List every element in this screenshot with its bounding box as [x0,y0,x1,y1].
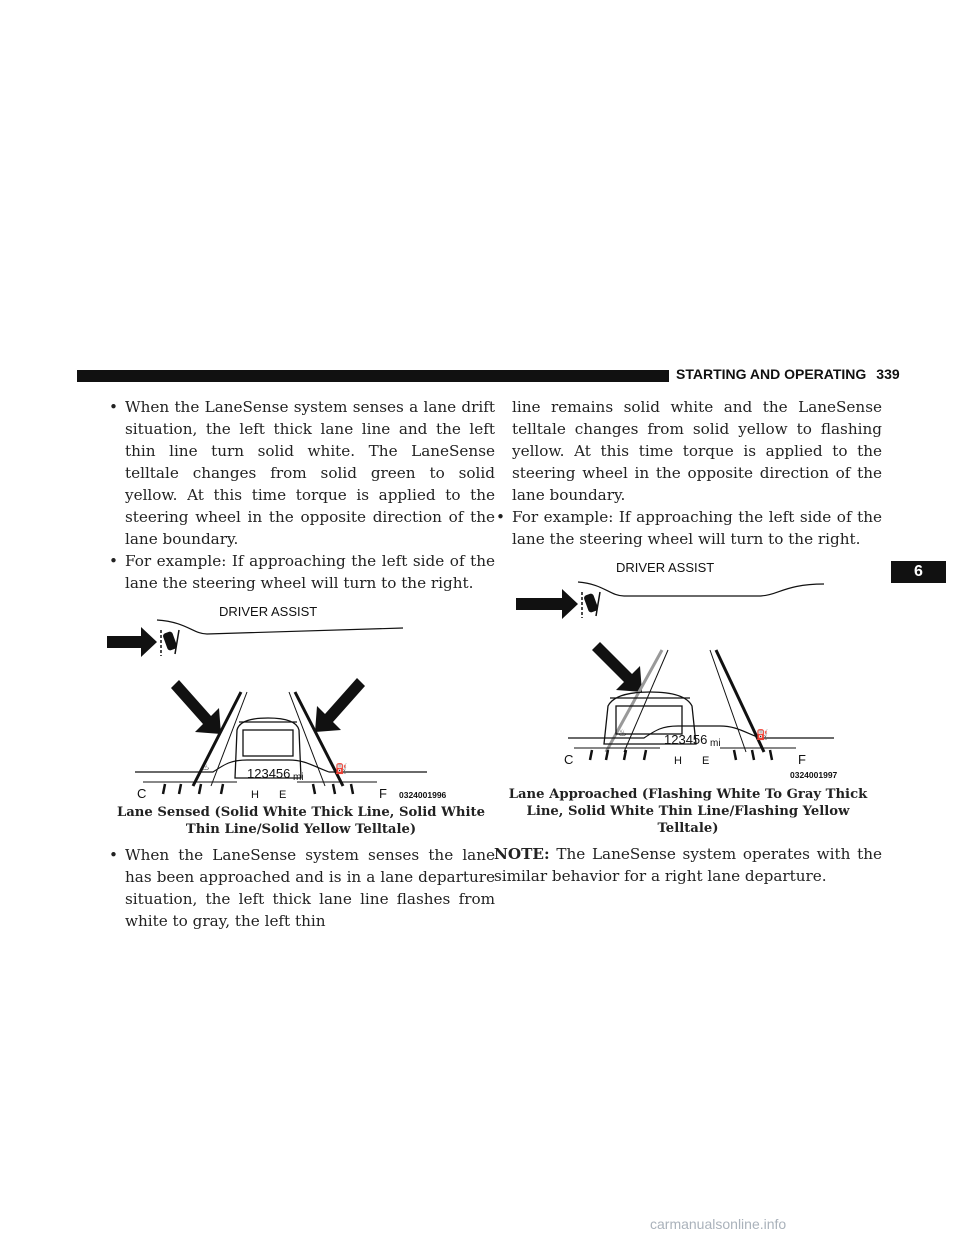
odometer-reading: 123456 [664,732,708,747]
gauge-c-label: C [137,786,147,800]
display-outline [578,582,824,596]
gauge-e-label: E [702,755,710,767]
note-text: The LaneSense system operates with the similar behavior for a right lane departure. [494,845,882,885]
caption-lane-approached: Lane Approached (Flashing White To Gray Thick Line, Solid White Thin Line/Flashing Yellow Telltale) [508,787,868,836]
bullet-example-right: • For example: If approaching the left side of the lane the steering wheel will turn to the right. [494,506,882,550]
caption-lane-sensed: Lane Sensed (Solid White Thick Line, Solid White Thin Line/Solid Yellow Telltale) [116,805,486,837]
svg-text:♨: ♨ [618,728,627,739]
running-header [676,366,900,382]
pointer-arrow-icon [516,589,578,619]
paragraph-continuation: line remains solid white and the LaneSense telltale changes from solid yellow to flashing yellow. At this time torque is applied to the steering wheel in the opposite direction of the lane boundary. [512,398,882,504]
bullet-example-left: • For example: If approaching the left side of the lane the steering wheel will turn to the right. [107,550,495,594]
display-title: DRIVER ASSIST [219,604,318,619]
gauge-h-label: H [674,755,682,767]
arrow-left-icon [592,642,642,692]
watermark: carmanualsonline.info [650,1216,787,1232]
bullet-lane-approached: • When the LaneSense system senses the lane has been approached and is in a lane departure situation, the left thick lane line flashes from white to gray, the left thin [107,844,495,932]
display-title: DRIVER ASSIST [616,560,715,575]
figure-code: 0324001996 [399,790,447,800]
gauge-h-label: H [251,789,259,800]
lanesense-telltale-icon [162,630,179,654]
fuel-pump-icon: ⛽ [756,730,769,741]
figure-code: 0324001997 [790,770,838,780]
lanesense-telltale-icon [583,592,600,616]
cluster-illustration-1 [107,600,467,800]
left-column [107,396,495,932]
figure-lane-approached [494,556,882,782]
note-paragraph [494,843,882,887]
header-rule [77,370,669,382]
note-label: NOTE: [494,845,550,863]
page-number: 339 [876,366,900,382]
fuel-pump-icon: ⛽ [335,764,348,775]
display-outline [157,620,403,634]
right-column [494,396,882,887]
cluster-illustration-2 [494,556,864,782]
odometer-reading: 123456 [247,766,291,781]
arrow-right-icon [315,678,365,732]
section-tab: 6 [891,561,946,583]
odometer-unit: mi [293,772,304,783]
bullet-lane-drift: • When the LaneSense system senses a lane drift situation, the left thick lane line and the left thin line turn solid white. The LaneSense telltale changes from solid green to solid yellow. At this time torque is applied to the steering wheel in the opposite direction of the lane boundary. [107,396,495,550]
gauge-f-label: F [379,786,387,800]
pointer-arrow-icon [107,627,157,657]
odometer-unit: mi [710,738,721,749]
gauge-c-label: C [564,752,574,767]
section-title: STARTING AND OPERATING [676,366,867,382]
svg-text:♨: ♨ [201,762,210,773]
arrow-left-icon [171,680,221,734]
gauge-e-label: E [279,789,287,800]
gauge-f-label: F [798,752,806,767]
figure-lane-sensed [107,600,495,800]
